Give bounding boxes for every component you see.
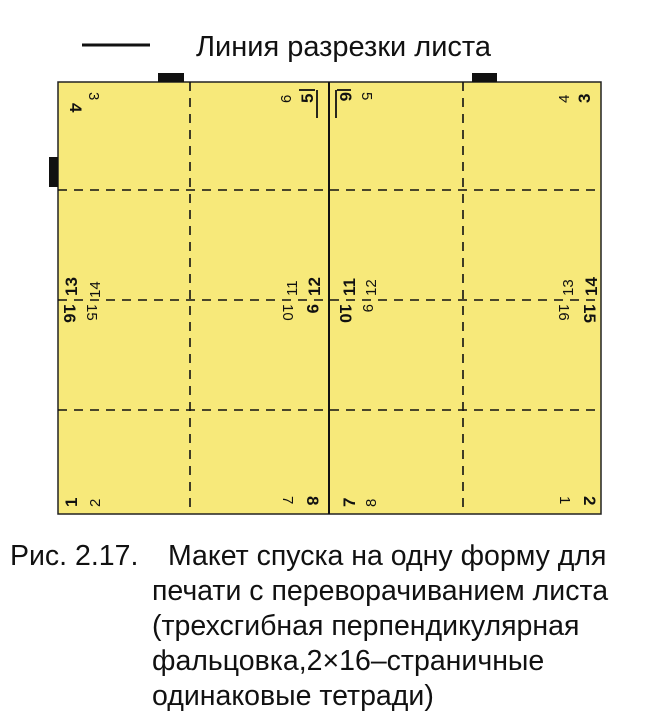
legend-label: Линия разрезки листа (196, 31, 491, 63)
caption-line-2: печати с переворачиванием листа (152, 575, 609, 607)
page-number-7-back: 7 (279, 496, 296, 505)
page-number-9: 9 (303, 304, 322, 314)
page-number-13: 13 (62, 277, 81, 296)
page-number-5: 5 (298, 93, 317, 103)
page-number-8: 8 (303, 496, 322, 506)
page-number-15-back: 15 (83, 304, 100, 321)
page-number-13-back: 13 (560, 279, 577, 296)
caption-line-3: (трехсгибная перпендикулярная (152, 610, 580, 642)
page-number-11-back: 11 (284, 280, 301, 296)
caption-prefix: Рис. 2.17. (10, 540, 139, 572)
page-number-9-back: 9 (359, 304, 376, 313)
page-number-16-back: 16 (555, 304, 572, 321)
page-number-3: 3 (575, 93, 594, 103)
page-number-10-back: 10 (279, 304, 296, 321)
page-number-10: 10 (336, 304, 355, 323)
caption-line-4: фальцовка,2×16–страничные (152, 645, 545, 677)
page-number-14: 14 (582, 277, 601, 296)
page-number-3-back: 3 (85, 92, 102, 101)
registration-mark-left (49, 157, 58, 187)
page-number-12: 12 (305, 277, 324, 296)
page-number-16: 16 (60, 304, 79, 323)
page-number-4: 4 (66, 103, 85, 113)
page-number-15: 15 (580, 304, 599, 323)
page-number-4-back: 4 (556, 94, 573, 103)
page-number-5-back: 5 (358, 92, 375, 101)
page-number-1: 1 (62, 497, 81, 507)
page-number-2: 2 (580, 496, 599, 506)
caption-line-1: Макет спуска на одну форму для (168, 540, 607, 572)
page-number-8-back: 8 (363, 498, 380, 507)
page-number-2-back: 2 (87, 498, 104, 507)
registration-mark-top-left (158, 73, 184, 82)
page-number-1-back: 1 (556, 496, 573, 505)
caption-line-5: одинаковые тетради) (152, 680, 434, 712)
registration-mark-top-right (472, 73, 497, 82)
page-number-6-back: 6 (278, 94, 295, 103)
page-number-14-back: 14 (87, 281, 104, 298)
page-number-11: 11 (340, 278, 359, 296)
page-number-12-back: 12 (363, 279, 380, 296)
page-number-6: 6 (336, 92, 355, 102)
page-number-7: 7 (340, 497, 359, 507)
